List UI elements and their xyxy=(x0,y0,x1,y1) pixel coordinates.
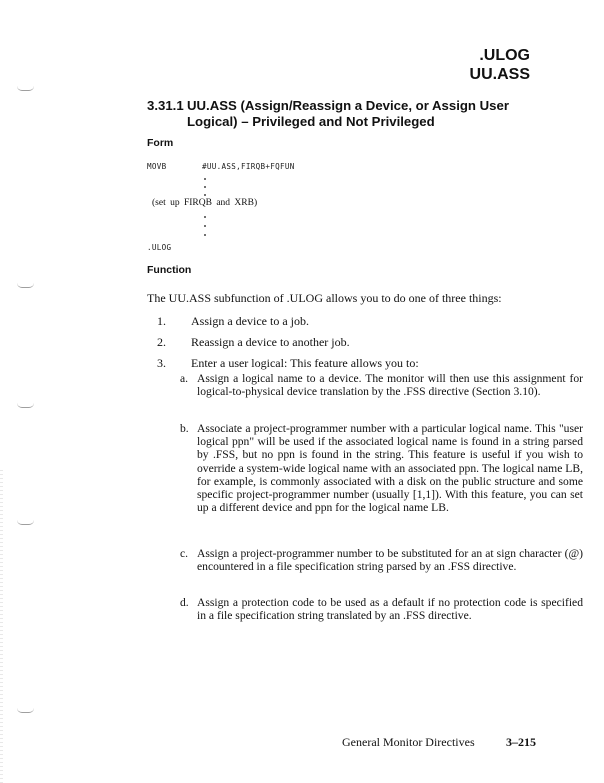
binder-mark xyxy=(17,283,34,288)
form-heading: Form xyxy=(147,137,174,149)
sublist-text: Assign a logical name to a device. The monitor will then use this assignment for logical-to-physical device translation by the .FSS directive (Section 3.10). xyxy=(197,372,583,399)
binder-mark xyxy=(17,403,34,408)
list-number: 2. xyxy=(157,335,166,349)
ellipsis-dot xyxy=(204,194,206,196)
list-number: 3. xyxy=(157,356,166,370)
list-text: Enter a user logical: This feature allows you to: xyxy=(191,356,419,370)
running-header xyxy=(470,46,530,84)
code-operand: #UU.ASS,FIRQB+FQFUN xyxy=(202,162,295,171)
page-edge xyxy=(0,470,3,783)
sublist-letter: b. xyxy=(180,422,189,435)
setup-note: (set up FIRQB and XRB) xyxy=(152,198,258,208)
sublist-item xyxy=(180,596,590,622)
footer-title: General Monitor Directives xyxy=(342,735,475,749)
section-number: 3.31.1 xyxy=(147,98,184,113)
sublist-letter: a. xyxy=(180,372,189,385)
ellipsis-dot xyxy=(204,178,206,180)
ellipsis-dot xyxy=(204,186,206,188)
sublist-item xyxy=(180,422,590,514)
page-footer xyxy=(342,735,536,750)
sublist-letter: d. xyxy=(180,596,189,609)
sublist-letter: c. xyxy=(180,547,189,560)
function-intro: The UU.ASS subfunction of .ULOG allows you to do one of three things: xyxy=(147,291,502,305)
header-directive: .ULOG xyxy=(479,47,530,64)
code-directive: .ULOG xyxy=(147,243,172,252)
header-subfunction: UU.ASS xyxy=(469,66,530,83)
binder-mark xyxy=(17,708,34,713)
ellipsis-dot xyxy=(204,225,206,227)
binder-mark xyxy=(17,86,34,91)
code-instruction: MOVB xyxy=(147,162,167,171)
ellipsis-dot xyxy=(204,234,206,236)
binder-mark xyxy=(17,520,34,525)
ellipsis-dot xyxy=(204,216,206,218)
sublist-text: Assign a project-programmer number to be substituted for an at sign character (@) encountered in a file specification string parsed by an .FSS directive. xyxy=(197,547,583,574)
list-text: Reassign a device to another job. xyxy=(191,335,350,349)
section-title-line2: Logical) – Privileged and Not Privileged xyxy=(187,114,435,129)
sublist-text: Assign a protection code to be used as a default if no protection code is specified in a file specification string translated by an .FSS directive. xyxy=(197,596,583,623)
function-heading: Function xyxy=(147,264,192,276)
list-number: 1. xyxy=(157,314,166,328)
page-number: 3–215 xyxy=(506,735,536,749)
section-title-line1: UU.ASS (Assign/Reassign a Device, or Assign User xyxy=(187,98,509,113)
list-text: Assign a device to a job. xyxy=(191,314,309,328)
section-title xyxy=(147,98,567,130)
sublist-item xyxy=(180,372,590,398)
sublist-text: Associate a project-programmer number with a particular logical name. This "user logical ppn" will be used if the associated logical name is found in a string parsed by .FSS, but no ppn is found in the string. This feature is useful if you wish to override a system-wide logical name with an associated ppn. The logical name LB, for example, is commonly associated with a disk on the public structure and some specific project-programmer number (usually [1,1]). With this feature, you can set up a different device and ppn for the logical name LB. xyxy=(197,422,583,515)
sublist-item xyxy=(180,547,590,573)
